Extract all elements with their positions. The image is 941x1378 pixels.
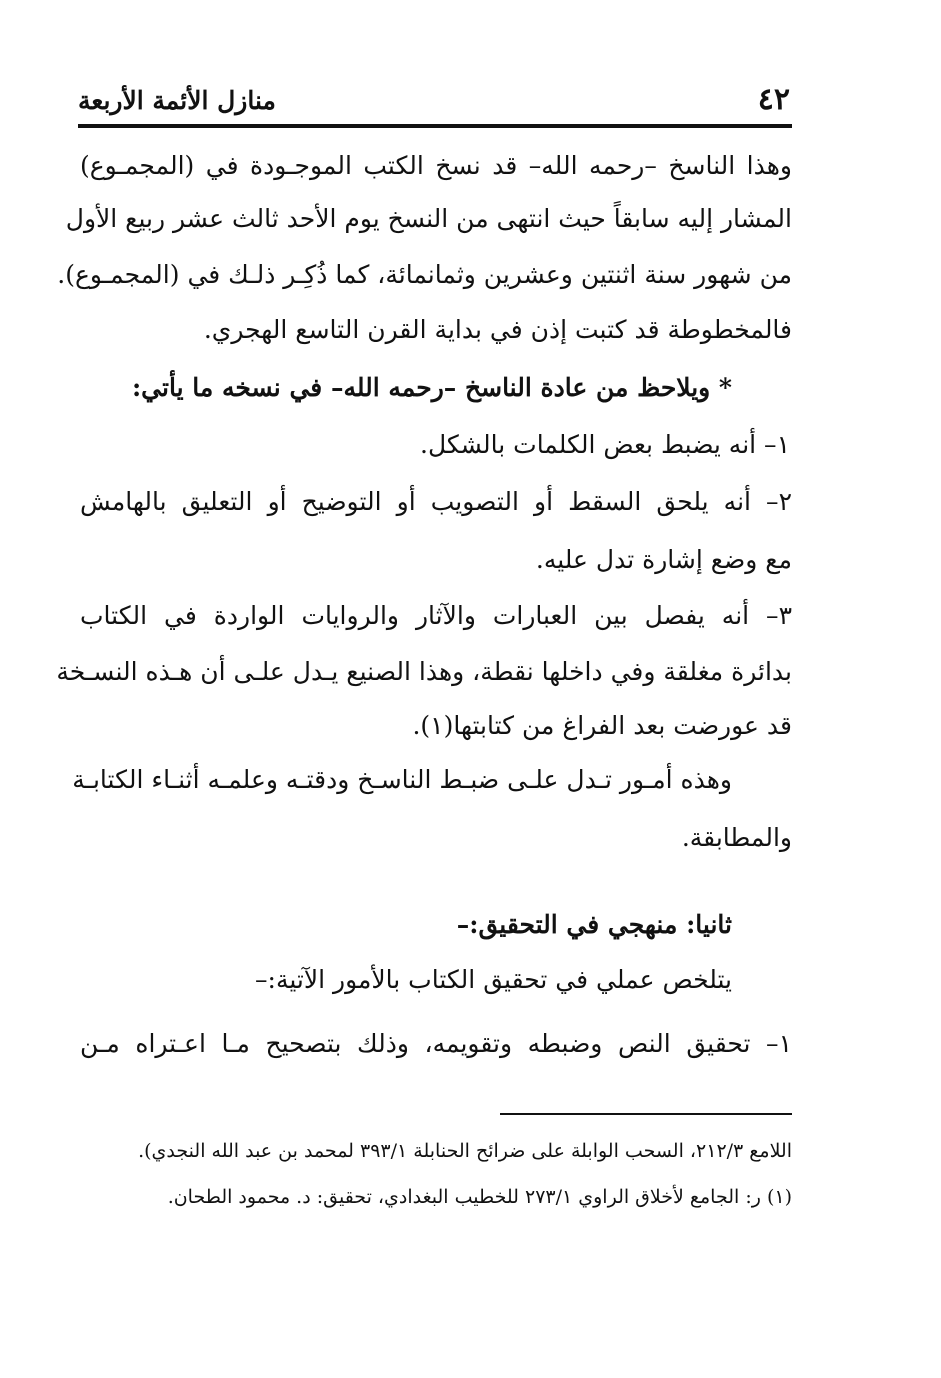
body-line: فالمخطوطة قد كتبت إذن في بداية القرن التاسع الهجري. [203,315,792,344]
body-line: المشار إليه سابقاً حيث انتهى من النسخ يوم الأحد ثالث عشر ربيع الأول [65,204,792,233]
footnote: (١) ر: الجامع لأخلاق الراوي ٢٧٣/١ للخطيب البغدادي، تحقيق: د. محمود الطحان. [167,1186,792,1208]
body-line: قد عورضت بعد الفراغ من كتابتها(١). [412,711,792,740]
book-title: منازل الأئمة الأربعة [78,86,276,115]
body-line: يتلخص عملي في تحقيق الكتاب بالأمور الآتية:– [255,965,732,994]
header-rule [78,124,792,128]
body-line: بدائرة مغلقة وفي داخلها نقطة، وهذا الصنيع يـدل علـى أن هـذه النسـخة [56,657,792,686]
list-item: ١– أنه يضبط بعض الكلمات بالشكل. [420,430,790,459]
section-heading: ثانيا: منهجي في التحقيق:– [456,910,732,939]
footnote: اللامع ٢١٢/٣، السحب الوابلة على ضرائح الحنابلة ٣٩٣/١ لمحمد بن عبد الله النجدي). [138,1140,792,1162]
list-item: ١– تحقيق النص وضبطه وتقويمه، وذلك بتصحيح مـا اعـتراه مـن [80,1029,792,1058]
page-number: ٤٢ [757,82,790,117]
body-line: مع وضع إشارة تدل عليه. [535,545,792,574]
footnote-separator [500,1113,792,1115]
body-line: والمطابقة. [681,823,792,852]
section-note: * ويلاحظ من عادة الناسخ –رحمه الله– في نسخه ما يأتي: [131,373,732,402]
list-item: ٢– أنه يلحق السقط أو التصويب أو التوضيح أو التعليق بالهامش [80,487,792,516]
running-header [78,78,792,122]
body-line: وهذا الناسخ –رحمه الله– قد نسخ الكتب الموجـودة في (المجمـوع) [80,151,792,180]
list-item: ٣– أنه يفصل بين العبارات والآثار والروايات الواردة في الكتاب [80,601,792,630]
body-line: من شهور سنة اثنتين وعشرين وثمانمائة، كما ذُكِـر ذلـك في (المجمـوع). [57,260,792,289]
body-line: وهذه أمـور تـدل علـى ضبـط الناسـخ ودقتـه وعلمـه أثنـاء الكتابـة [72,765,732,794]
